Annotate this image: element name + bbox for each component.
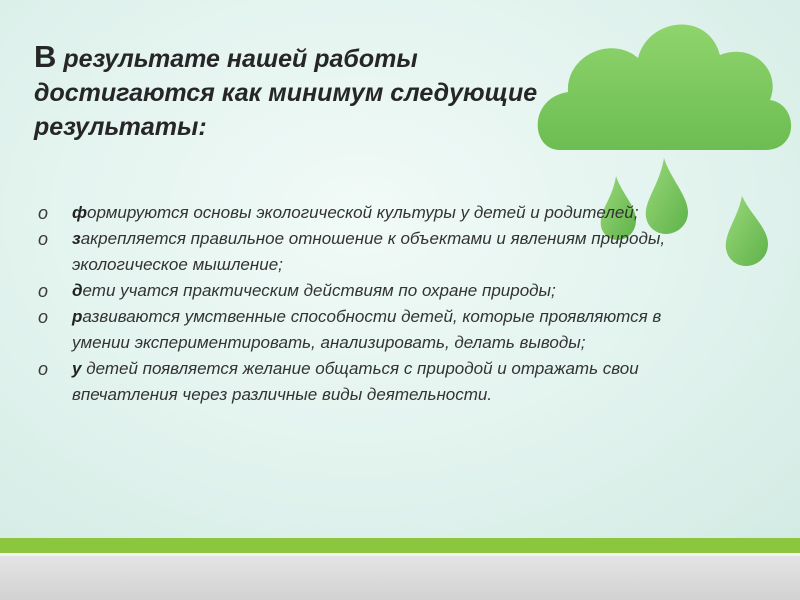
list-item (38, 278, 678, 304)
bullet-text: акрепляется правильное отношение к объектами и явлениям природы, экологическое мышление; (72, 229, 666, 274)
list-item (38, 200, 678, 226)
bullet-marker: o (38, 307, 49, 327)
bullet-lead-letter: у (72, 359, 82, 378)
bullet-lead-letter: д (72, 281, 83, 300)
accent-bar (0, 538, 800, 553)
bullet-lead-letter: з (72, 229, 81, 248)
bullet-text: ети учатся практическим действиям по охране природы; (82, 281, 556, 300)
bullet-marker: o (38, 203, 49, 223)
list-item (38, 304, 678, 356)
footer-band (0, 556, 800, 600)
slide-title (34, 40, 554, 144)
list-item (38, 356, 678, 408)
bullet-text: детей появляется желание общаться с природой и отражать свои впечатления через различные виды деятельности. (72, 359, 639, 404)
raindrop-icon (726, 196, 768, 266)
bullet-marker: o (38, 359, 49, 379)
list-item (38, 226, 678, 278)
bullet-text: ормируются основы экологической культуры у детей и родителей; (87, 203, 639, 222)
title-text: результате нашей работы достигаются как минимум следующие результаты: (34, 45, 538, 141)
cloud-shape (538, 24, 791, 150)
title-first-letter: В (34, 39, 57, 74)
bullet-marker: o (38, 281, 49, 301)
bullet-lead-letter: ф (72, 203, 88, 222)
bullet-text: азвиваются умственные способности детей, которые проявляются в умении экспериментировать, анализировать, делать выводы; (72, 307, 662, 352)
bullet-lead-letter: р (72, 307, 83, 326)
bullet-marker: o (38, 229, 49, 249)
results-list (38, 200, 678, 408)
